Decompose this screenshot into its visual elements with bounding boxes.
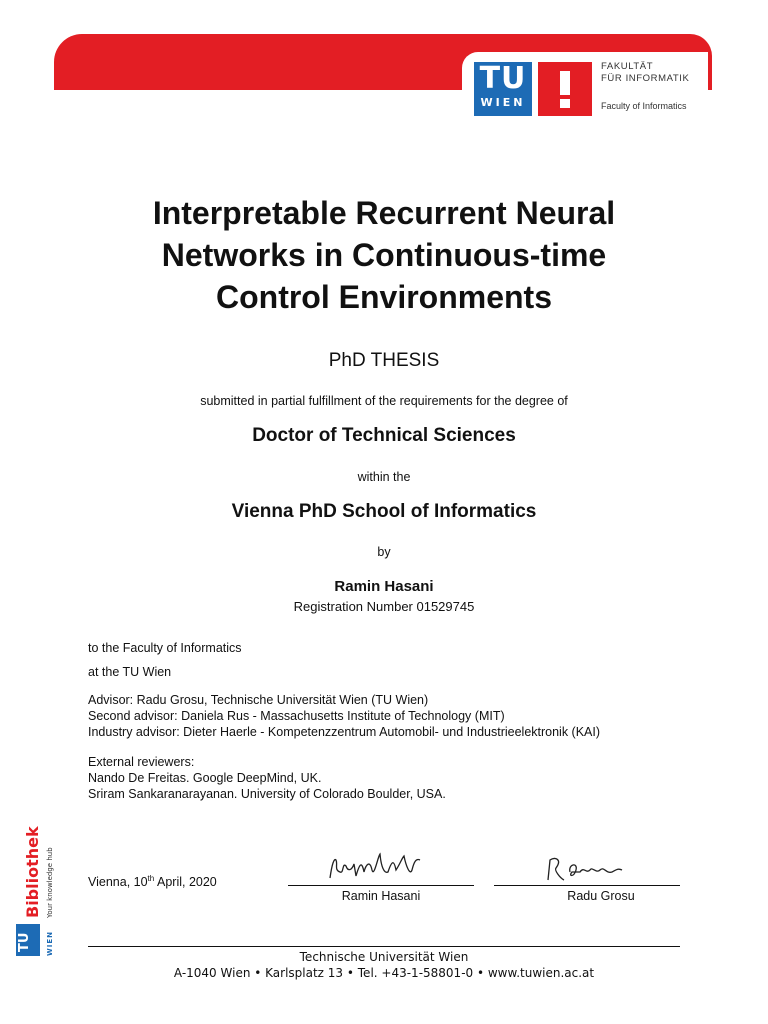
footer-university: Technische Universität Wien bbox=[299, 950, 469, 964]
school-name: Vienna PhD School of Informatics bbox=[231, 501, 537, 522]
advisor-line: Advisor: Radu Grosu, Technische Universität Wien (TU Wien) bbox=[88, 693, 429, 707]
advisors-block bbox=[88, 692, 600, 740]
signature-line-left bbox=[288, 885, 474, 886]
signature-line-right bbox=[494, 885, 680, 886]
place-date-prefix: Vienna, 10 bbox=[88, 875, 148, 890]
side-logo-wien: WIEN bbox=[46, 931, 54, 956]
place-date-suffix: April, 2020 bbox=[154, 875, 217, 890]
tu-logo-wien: WIEN bbox=[480, 96, 526, 109]
advisor-line: Second advisor: Daniela Rus - Massachusetts Institute of Technology (MIT) bbox=[88, 709, 505, 723]
registration-number: Registration Number 01529745 bbox=[293, 599, 475, 614]
faculty-line: to the Faculty of Informatics bbox=[88, 641, 242, 655]
faculty-line-1: FAKULTÄT bbox=[601, 61, 654, 72]
faculty-name-de bbox=[601, 61, 689, 85]
tu-logo-letters: TU bbox=[479, 61, 527, 96]
title-line: Interpretable Recurrent Neural bbox=[152, 195, 616, 231]
degree-name: Doctor of Technical Sciences bbox=[252, 425, 516, 446]
side-logo-tagline: Your knowledge hub bbox=[46, 847, 54, 918]
signature-radu-grosu bbox=[540, 852, 630, 886]
footer-address: A-1040 Wien • Karlsplatz 13 • Tel. +43-1-58801-0 • www.tuwien.ac.at bbox=[173, 966, 595, 980]
footer-divider bbox=[88, 946, 680, 947]
signature-ramin-hasani bbox=[326, 850, 436, 886]
reviewer-line: Nando De Freitas. Google DeepMind, UK. bbox=[88, 771, 322, 785]
by-text: by bbox=[377, 545, 391, 559]
advisor-line: Industry advisor: Dieter Haerle - Kompetenzzentrum Automobil- und Industrieelektronik (KAI) bbox=[88, 725, 601, 739]
title-line: Control Environments bbox=[215, 279, 552, 315]
tu-wien-logo bbox=[474, 62, 532, 116]
faculty-line: at the TU Wien bbox=[88, 665, 172, 679]
thesis-type: PhD THESIS bbox=[328, 350, 440, 371]
faculty-line-2: FÜR INFORMATIK bbox=[601, 73, 690, 84]
place-date bbox=[88, 871, 217, 890]
exclamation-logo-icon bbox=[538, 62, 592, 116]
reviewers-heading: External reviewers: bbox=[88, 755, 195, 769]
place-date-ordinal: th bbox=[147, 874, 155, 883]
reviewers-block bbox=[88, 754, 446, 802]
faculty-name-en: Faculty of Informatics bbox=[601, 101, 687, 111]
title-line: Networks in Continuous-time bbox=[161, 237, 607, 273]
exclamation-dot bbox=[560, 99, 570, 108]
thesis-title bbox=[84, 192, 684, 318]
within-text: within the bbox=[357, 470, 411, 484]
bibliothek-logo bbox=[12, 800, 60, 960]
side-logo-brand: Bibliothek bbox=[23, 826, 42, 918]
reviewer-line: Sriram Sankaranarayanan. University of Colorado Boulder, USA. bbox=[88, 787, 446, 801]
signature-name-left: Ramin Hasani bbox=[341, 889, 421, 903]
submitted-text: submitted in partial fulfillment of the requirements for the degree of bbox=[200, 394, 568, 408]
author-name: Ramin Hasani bbox=[334, 578, 434, 595]
exclamation-bar bbox=[560, 71, 570, 95]
side-logo-tu: TU bbox=[17, 932, 32, 952]
signature-name-right: Radu Grosu bbox=[567, 889, 635, 903]
